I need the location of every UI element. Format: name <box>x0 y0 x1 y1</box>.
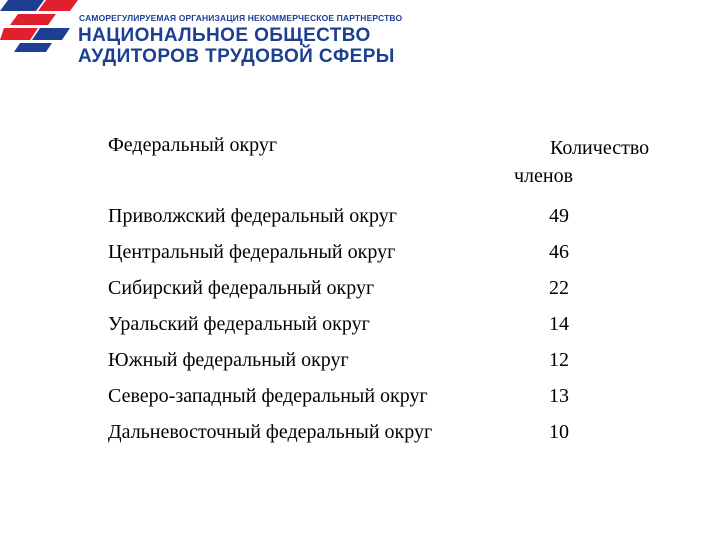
header <box>0 0 720 80</box>
column-header-count-line1: Количество <box>550 137 650 159</box>
column-header-region: Федеральный округ <box>108 134 278 156</box>
member-count: 13 <box>549 385 569 407</box>
region-name: Приволжский федеральный округ <box>108 205 397 227</box>
organization-logo-icon <box>0 0 78 52</box>
table-row <box>0 275 720 305</box>
member-count: 14 <box>549 313 569 335</box>
region-name: Дальневосточный федеральный округ <box>108 421 433 443</box>
member-count: 22 <box>549 277 569 299</box>
table-row <box>0 239 720 269</box>
org-name-line2: АУДИТОРОВ ТРУДОВОЙ СФЕРЫ <box>78 46 395 67</box>
org-type: САМОРЕГУЛИРУЕМАЯ ОРГАНИЗАЦИЯ НЕКОММЕРЧЕСКОЕ ПАРТНЕРСТВО <box>79 13 403 23</box>
region-name: Северо-западный федеральный округ <box>108 385 428 407</box>
column-header-count-line2: членов <box>514 165 574 187</box>
member-count: 49 <box>549 205 569 227</box>
table-row <box>0 311 720 341</box>
table-row <box>0 383 720 413</box>
table-row <box>0 419 720 449</box>
member-count: 12 <box>549 349 569 371</box>
table-row <box>0 347 720 377</box>
region-name: Уральский федеральный округ <box>108 313 370 335</box>
table-row <box>0 203 720 233</box>
member-count: 46 <box>549 241 569 263</box>
org-name-line1: НАЦИОНАЛЬНОЕ ОБЩЕСТВО <box>78 25 371 46</box>
column-header-count <box>514 134 684 190</box>
region-name: Южный федеральный округ <box>108 349 349 371</box>
region-name: Центральный федеральный округ <box>108 241 396 263</box>
member-count: 10 <box>549 421 569 443</box>
region-name: Сибирский федеральный округ <box>108 277 375 299</box>
